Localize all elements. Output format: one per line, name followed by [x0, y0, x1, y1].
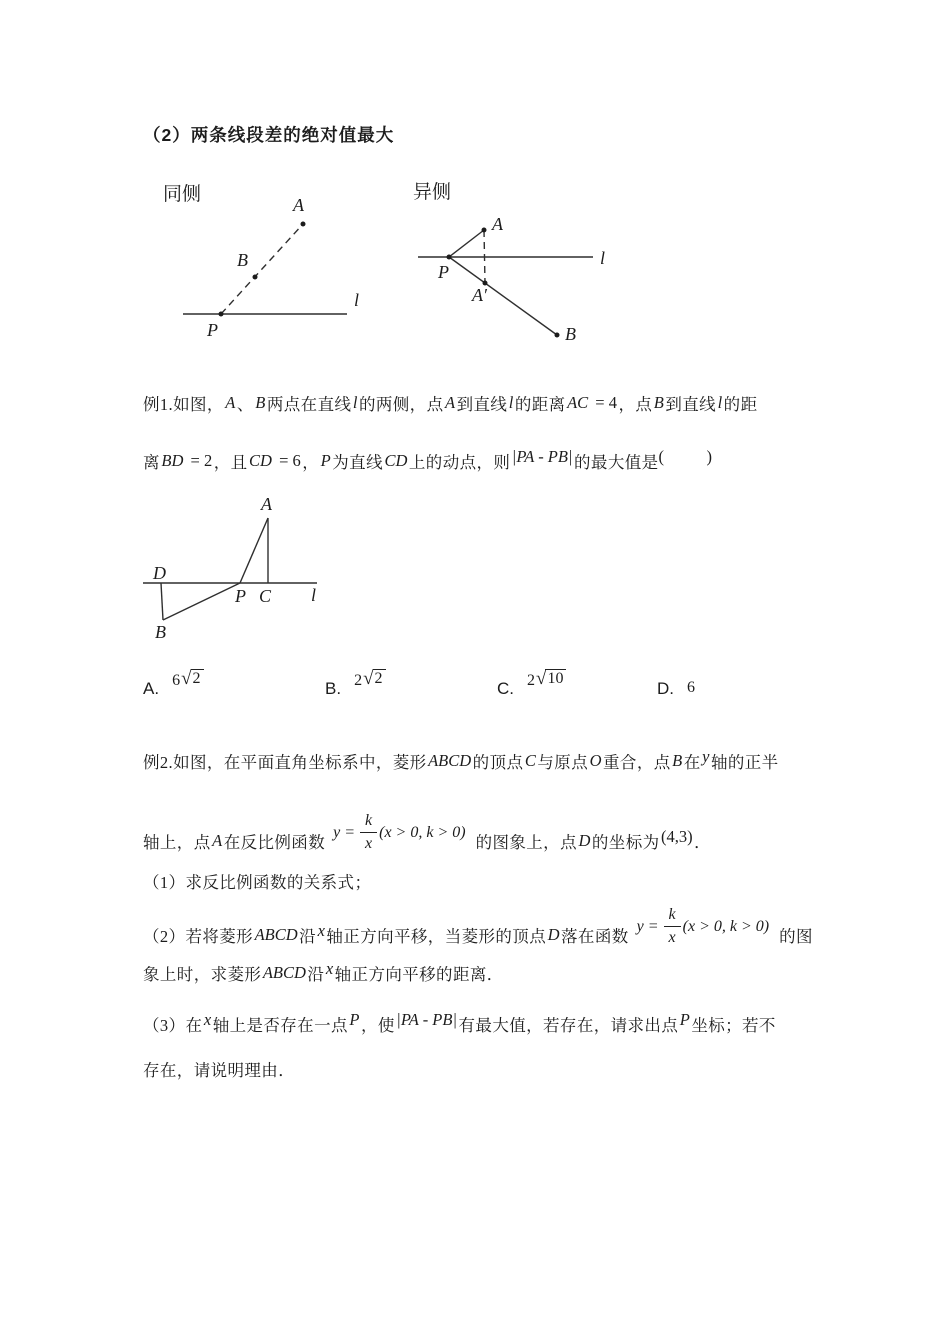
label-l: l: [354, 290, 360, 310]
text-segment: 与原点: [537, 753, 589, 772]
math-segment: P: [349, 1010, 360, 1029]
example2-part2-line1: [143, 896, 813, 950]
example2-part1: [143, 870, 371, 896]
label-l: l: [311, 585, 317, 605]
text-segment: 轴正方向平移的距离．: [334, 965, 504, 984]
text-segment: 轴上是否存在一点: [212, 1016, 348, 1035]
math-segment: CD: [249, 451, 272, 470]
text-segment: ，点: [618, 395, 653, 414]
math-segment: ABCD: [262, 963, 306, 982]
option-a-radicand: 2: [191, 669, 204, 687]
label-l: l: [600, 248, 606, 268]
text-segment: 的距离: [514, 395, 566, 414]
example1-line1: [143, 392, 757, 418]
text-segment: 的最大值是: [574, 453, 659, 472]
math-segment: x: [203, 1010, 212, 1029]
label-P: P: [235, 586, 246, 606]
segment-DB: [161, 583, 163, 620]
text-segment: （3）在: [143, 1016, 203, 1035]
math-segment: l: [717, 393, 723, 412]
math-segment: A: [225, 393, 236, 412]
math-segment: CD: [384, 451, 408, 470]
label-P: P: [207, 320, 218, 340]
point-A: [301, 222, 306, 227]
text-segment: ，: [302, 453, 320, 472]
text-segment: 到直线: [665, 395, 717, 414]
text-segment: 离: [143, 453, 160, 472]
fraction-numerator: k: [360, 811, 377, 833]
math-segment: AC: [567, 393, 589, 412]
math-segment: l: [352, 393, 358, 412]
formula-condition: (x > 0, k > 0): [379, 823, 466, 841]
text-segment: 的顶点: [472, 753, 524, 772]
figure-example1: [140, 495, 350, 650]
text-segment: 存在，请说明理由．: [143, 1061, 296, 1080]
option-b-coefficient: 2: [354, 672, 363, 689]
label-P: P: [438, 262, 449, 282]
label-B: B: [155, 622, 166, 642]
inverse-proportion-formula: [333, 811, 465, 854]
part2-line1-post: [779, 924, 813, 950]
math-segment: x: [325, 959, 334, 978]
text-segment: 例1.如图，: [143, 395, 224, 414]
segment-PA: [240, 518, 268, 583]
part2-line1-pre: [143, 921, 629, 950]
text-segment: 轴正方向平移，当菱形的顶点: [326, 927, 547, 946]
label-B: B: [237, 250, 248, 270]
option-a-value: [172, 669, 203, 690]
fraction-denominator: x: [365, 835, 373, 852]
text-segment: 轴的正半: [710, 753, 779, 772]
example2-line2-pre: [143, 830, 325, 856]
example1-line2: [143, 447, 712, 476]
sqrt-icon: √: [181, 668, 192, 689]
math-segment: = 6: [274, 451, 301, 470]
math-segment: C: [524, 751, 536, 770]
math-segment: P: [679, 1010, 690, 1029]
text-segment: 两点在直线: [266, 395, 352, 414]
math-segment: y: [702, 747, 710, 766]
example2-part3-line2: [143, 1058, 295, 1084]
option-b: [325, 668, 386, 699]
fraction: [664, 905, 681, 948]
example2-line2: [143, 800, 711, 856]
formula-condition: (x > 0, k > 0): [682, 917, 770, 935]
text-segment: 的两侧，点: [358, 395, 444, 414]
sqrt-icon: √: [536, 668, 547, 689]
math-segment: = 4: [591, 393, 617, 412]
math-segment: x: [317, 921, 325, 940]
math-segment: |PA - PB|: [511, 447, 573, 466]
math-segment: B: [255, 393, 266, 412]
point-B: [555, 333, 560, 338]
segment-PA: [449, 230, 484, 257]
text-segment: 的图: [779, 927, 813, 946]
text-segment: 到直线: [456, 395, 508, 414]
option-a-letter: A.: [143, 679, 160, 698]
text-segment: 在: [683, 753, 701, 772]
text-segment: 、: [236, 395, 254, 414]
option-a: [143, 668, 204, 699]
formula-lead: y =: [636, 917, 659, 935]
option-d-value: [687, 676, 696, 697]
figure-same-side: [140, 172, 400, 357]
example2-part3-line1: [143, 1010, 776, 1039]
section-heading: （2）两条线段差的绝对值最大: [143, 125, 395, 145]
math-segment: D: [547, 925, 560, 944]
text-segment: 的距: [723, 395, 758, 414]
math-segment: A: [444, 393, 456, 412]
text-segment: 上的动点，则: [408, 453, 511, 472]
text-segment: ): [706, 447, 712, 466]
point-P: [447, 255, 452, 260]
label-D: D: [153, 563, 166, 583]
text-segment: 坐标；若不: [691, 1016, 776, 1035]
option-b-radicand: 2: [373, 669, 386, 687]
math-segment: O: [589, 751, 602, 770]
option-b-letter: B.: [325, 679, 342, 698]
math-segment: |PA - PB|: [396, 1010, 458, 1029]
math-segment: ABCD: [428, 751, 472, 770]
text-segment: 沿: [299, 927, 317, 946]
example2-line1: [143, 747, 779, 776]
option-c-radicand: 10: [545, 669, 566, 687]
option-c-value: [527, 669, 566, 690]
text-segment: （2）若将菱形: [143, 927, 254, 946]
text-segment: 有最大值，若存在，请求出点: [458, 1016, 679, 1035]
option-a-coefficient: 6: [172, 672, 181, 689]
figure-title-same-side: 同侧: [163, 184, 202, 205]
text-segment: 落在函数: [561, 927, 629, 946]
text-segment: 为直线: [332, 453, 383, 472]
label-A: A: [261, 495, 272, 514]
fraction: [360, 811, 377, 854]
text-segment: ．: [694, 833, 712, 852]
text-segment: ，且: [213, 453, 248, 472]
label-A: A: [492, 214, 503, 234]
example2-part2-line2: [143, 959, 504, 988]
label-A: A: [293, 195, 304, 215]
text-segment: 沿: [307, 965, 325, 984]
option-d-number: 6: [687, 679, 695, 696]
math-segment: = 2: [186, 451, 213, 470]
option-b-value: [354, 669, 385, 690]
text-segment: 轴上，点: [143, 833, 211, 852]
math-segment: P: [320, 451, 331, 470]
label-B: B: [565, 324, 576, 344]
option-c-letter: C.: [497, 679, 514, 698]
option-c-coefficient: 2: [527, 672, 535, 689]
figure-opposite-side: [400, 172, 635, 367]
text-segment: 的图象上，点: [475, 833, 577, 852]
math-segment: BD: [161, 451, 184, 470]
point-A: [482, 228, 487, 233]
text-segment: ，使: [360, 1016, 395, 1035]
math-segment: ABCD: [254, 925, 298, 944]
segment-BP: [163, 583, 240, 620]
label-A-reflect: A′: [472, 285, 487, 305]
example2-line2-post: [475, 827, 712, 856]
fraction-denominator: x: [668, 929, 676, 946]
fraction-numerator: k: [664, 905, 681, 927]
dashed-segment-AAprime: [484, 230, 485, 283]
formula-lead: y =: [333, 823, 356, 841]
label-C: C: [259, 586, 272, 606]
text-segment: 例2.如图，在平面直角坐标系中，菱形: [143, 753, 427, 772]
dashed-segment-PA: [221, 224, 303, 314]
option-d: [657, 678, 696, 699]
point-P: [219, 312, 224, 317]
text-segment: （1）求反比例函数的关系式；: [143, 873, 372, 892]
text-segment: (: [658, 447, 665, 466]
point-B: [253, 275, 258, 280]
option-d-letter: D.: [657, 679, 674, 698]
math-segment: (4,3): [661, 827, 693, 846]
math-segment: B: [672, 751, 683, 770]
sqrt-icon: √: [363, 668, 374, 689]
text-segment: 的坐标为: [591, 833, 660, 852]
text-segment: 在反比例函数: [223, 833, 326, 852]
segment-PB: [449, 257, 557, 335]
math-segment: l: [508, 393, 514, 412]
math-segment: A: [212, 831, 223, 850]
inverse-proportion-formula: [637, 905, 769, 948]
math-segment: D: [578, 831, 591, 850]
math-segment: B: [653, 393, 664, 412]
figure-title-opposite-side: 异侧: [413, 182, 452, 203]
option-c: [497, 668, 566, 699]
text-segment: 象上时，求菱形: [143, 965, 262, 984]
text-segment: 重合，点: [603, 753, 671, 772]
text-segment: [664, 453, 706, 472]
